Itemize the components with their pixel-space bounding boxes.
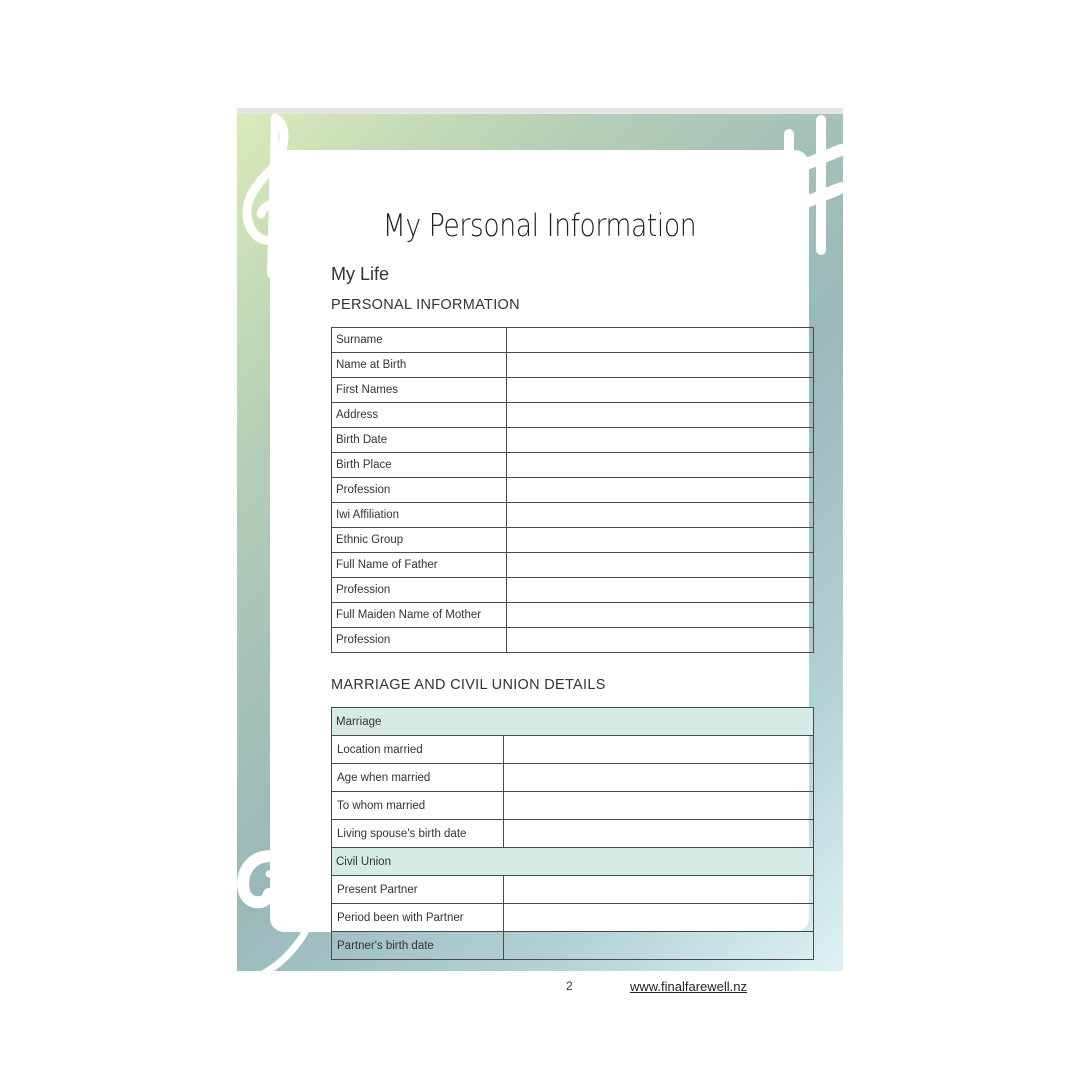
table-row [332,328,814,353]
field-label: Living spouse's birth date [332,820,504,848]
field-value[interactable] [507,478,814,503]
field-label: Profession [332,578,507,603]
table-row [332,528,814,553]
field-value[interactable] [507,628,814,653]
table-row [332,820,814,848]
field-label: Iwi Affiliation [332,503,507,528]
marriage-section-heading: MARRIAGE AND CIVIL UNION DETAILS [331,677,606,693]
table-row [332,378,814,403]
field-value[interactable] [504,932,814,960]
document-page [237,108,843,994]
field-value[interactable] [507,328,814,353]
field-value[interactable] [504,876,814,904]
field-label: Surname [332,328,507,353]
content-card [270,150,809,994]
group-header-row [332,708,814,736]
table-row [332,764,814,792]
field-label: Location married [332,736,504,764]
field-label: Birth Date [332,428,507,453]
field-label: To whom married [332,792,504,820]
group-label: Marriage [332,708,814,736]
field-label: Partner's birth date [332,932,504,960]
field-value[interactable] [504,736,814,764]
field-label: Profession [332,628,507,653]
personal-info-table [331,327,814,653]
field-value[interactable] [507,453,814,478]
table-row [332,904,814,932]
field-label: First Names [332,378,507,403]
field-value[interactable] [507,378,814,403]
table-row [332,478,814,503]
table-row [332,932,814,960]
field-label: Period been with Partner [332,904,504,932]
field-label: Name at Birth [332,353,507,378]
table-row [332,403,814,428]
field-value[interactable] [507,603,814,628]
field-value[interactable] [507,578,814,603]
marriage-table [331,707,814,960]
field-value[interactable] [507,403,814,428]
field-label: Full Name of Father [332,553,507,578]
field-label: Full Maiden Name of Mother [332,603,507,628]
group-label: Civil Union [332,848,814,876]
field-value[interactable] [507,428,814,453]
page-title: My Personal Information [382,208,697,244]
field-value[interactable] [507,528,814,553]
field-value[interactable] [504,904,814,932]
table-row [332,453,814,478]
page-subtitle: My Life [331,264,390,284]
field-label: Birth Place [332,453,507,478]
field-value[interactable] [504,792,814,820]
personal-section-heading: PERSONAL INFORMATION [331,297,520,313]
website-link[interactable]: www.finalfarewell.nz [629,979,747,994]
table-row [332,353,814,378]
field-label: Present Partner [332,876,504,904]
page-number: 2 [566,979,573,993]
field-value[interactable] [507,503,814,528]
field-value[interactable] [507,553,814,578]
field-label: Profession [332,478,507,503]
group-header-row [332,848,814,876]
table-row [332,876,814,904]
field-label: Ethnic Group [332,528,507,553]
field-label: Address [332,403,507,428]
table-row [332,628,814,653]
table-row [332,603,814,628]
table-row [332,736,814,764]
field-value[interactable] [504,764,814,792]
table-row [332,553,814,578]
field-value[interactable] [507,353,814,378]
table-row [332,503,814,528]
table-row [332,578,814,603]
table-row [332,792,814,820]
field-value[interactable] [504,820,814,848]
table-row [332,428,814,453]
field-label: Age when married [332,764,504,792]
